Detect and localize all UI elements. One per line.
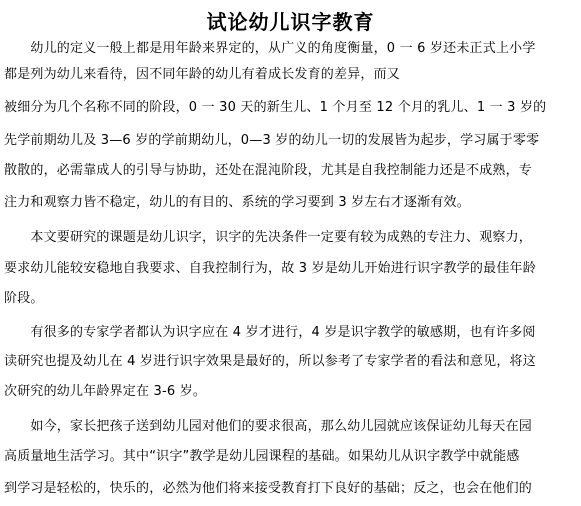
paragraph-2-line-2: 要求幼儿能较安稳地自我要求、自我控制行为，故 3 岁是幼儿开始进行识字教学的最佳年龄 <box>4 261 536 276</box>
paragraph-4-line-1: 如今，家长把孩子送到幼儿园对他们的要求很高，那么幼儿园就应该保证幼儿每天在园 <box>4 419 533 434</box>
document-title: 试论幼儿识字教育 <box>206 10 375 34</box>
paragraph-2-line-1: 本文要研究的课题是幼儿识字，识字的先决条件一定要有较为成熟的专注力、观察力， <box>4 230 533 245</box>
paragraph-3-line-2: 读研究也提及幼儿在 4 岁进行识字效果是最好的，所以参考了专家学者的看法和意见，将这 <box>4 354 536 369</box>
paragraph-3-line-1: 有很多的专家学者都认为识字应在 4 岁才进行，4 岁是识字教学的敏感期，也有许多阅 <box>4 325 536 340</box>
paragraph-4-line-3: 到学习是轻松的，快乐的，必然为他们将来接受教育打下良好的基础；反之，也会在他们的 <box>4 481 533 496</box>
paragraph-1-line-5: 散散的，必需靠成人的引导与协助，还处在混沌阶段，尤其是自我控制能力还是不成熟，专 <box>4 163 533 178</box>
paragraph-1-line-3: 被细分为几个名称不同的阶段，0 一 30 天的新生儿、1 个月至 12 个月的乳儿、1 一 3 岁的 <box>4 100 547 115</box>
paragraph-1-line-6: 注力和观察力皆不稳定，幼儿的有目的、系统的学习要到 3 岁左右才逐渐有效。 <box>4 195 470 210</box>
paragraph-1-line-1: 幼儿的定义一般上都是用年龄来界定的，从广义的角度衡量，0 一 6 岁还未正式上小学 <box>4 41 536 56</box>
paragraph-1-line-4: 先学前期幼儿及 3—6 岁的学前期幼儿，0—3 岁的幼儿一切的发展皆为起步，学习属于零零 <box>4 133 540 148</box>
paragraph-3-line-3: 次研究的幼儿年龄界定在 3-6 岁。 <box>4 384 207 399</box>
paragraph-4-line-2: 高质量地生活学习。其中“识字”教学是幼儿园课程的基础。如果幼儿从识字教学中就能感 <box>4 449 520 464</box>
paragraph-1-line-2: 都是列为幼儿来看待，因不同年龄的幼儿有着成长发育的差异，而又 <box>4 67 401 82</box>
paragraph-2-line-3: 阶段。 <box>4 291 44 306</box>
